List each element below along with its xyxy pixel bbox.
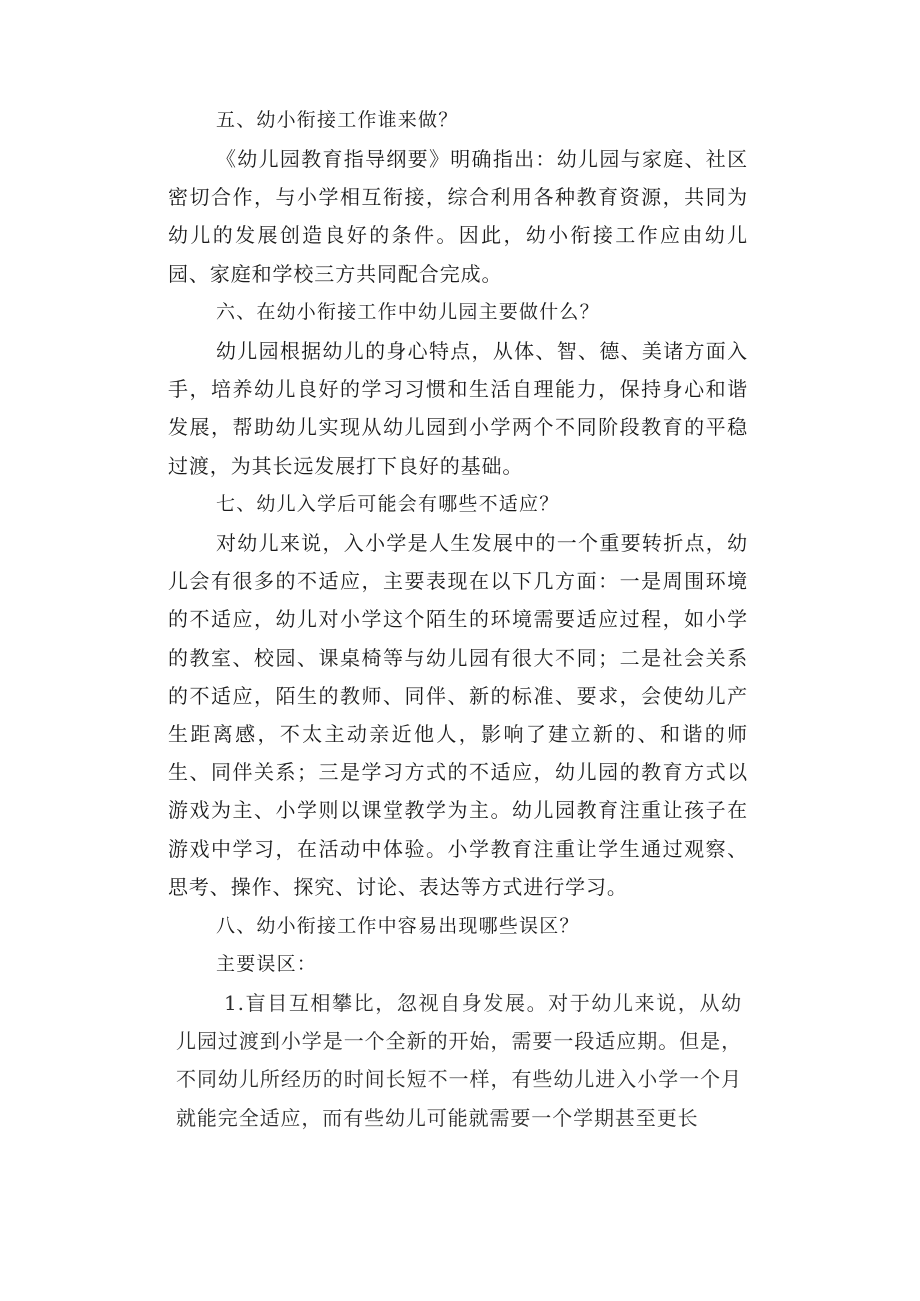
section-6-body: 幼儿园根据幼儿的身心特点，从体、智、德、美诸方面入手，培养幼儿良好的学习习惯和生活自理能力，保持身心和谐发展，帮助幼儿实现从幼儿园到小学两个不同阶段教育的平稳过渡，为其长远发展打下良好的基础。 <box>168 339 748 478</box>
section-8-subheading: 主要误区： <box>216 953 318 975</box>
section-6-heading: 六、在幼小衔接工作中幼儿园主要做什么？ <box>216 301 600 323</box>
section-7-body: 对幼儿来说，入小学是人生发展中的一个重要转折点，幼儿会有很多的不适应，主要表现在以下几方面：一是周围环境的不适应，幼儿对小学这个陌生的环境需要适应过程，如小学的教室、校园、课桌椅等与幼儿园有很大不同；二是社会关系的不适应，陌生的教师、同伴、新的标准、要求，会使幼儿产生距离感，不太主动亲近他人，影响了建立新的、和谐的师生、同伴关系；三是学习方式的不适应，幼儿园的教育方式以游戏为主、小学则以课堂教学为主。幼儿园教育注重让孩子在游戏中学习，在活动中体验。小学教育注重让学生通过观察、思考、操作、探究、讨论、表达等方式进行学习。 <box>168 531 748 899</box>
section-8-heading: 八、幼小衔接工作中容易出现哪些误区？ <box>216 915 580 937</box>
section-5-heading: 五、幼小衔接工作谁来做？ <box>216 109 459 131</box>
section-8-item-1: 1.盲目互相攀比，忽视自身发展。对于幼儿来说，从幼儿园过渡到小学是一个全新的开始，需要一段适应期。但是，不同幼儿所经历的时间长短不一样，有些幼儿进入小学一个月就能完全适应，而有些幼儿可能就需要一个学期甚至更长 <box>176 991 742 1130</box>
section-7-heading: 七、幼儿入学后可能会有哪些不适应？ <box>216 493 560 515</box>
section-5-body: 《幼儿园教育指导纲要》明确指出：幼儿园与家庭、社区密切合作，与小学相互衔接，综合利用各种教育资源，共同为幼儿的发展创造良好的条件。因此，幼小衔接工作应由幼儿园、家庭和学校三方共同配合完成。 <box>168 147 748 286</box>
